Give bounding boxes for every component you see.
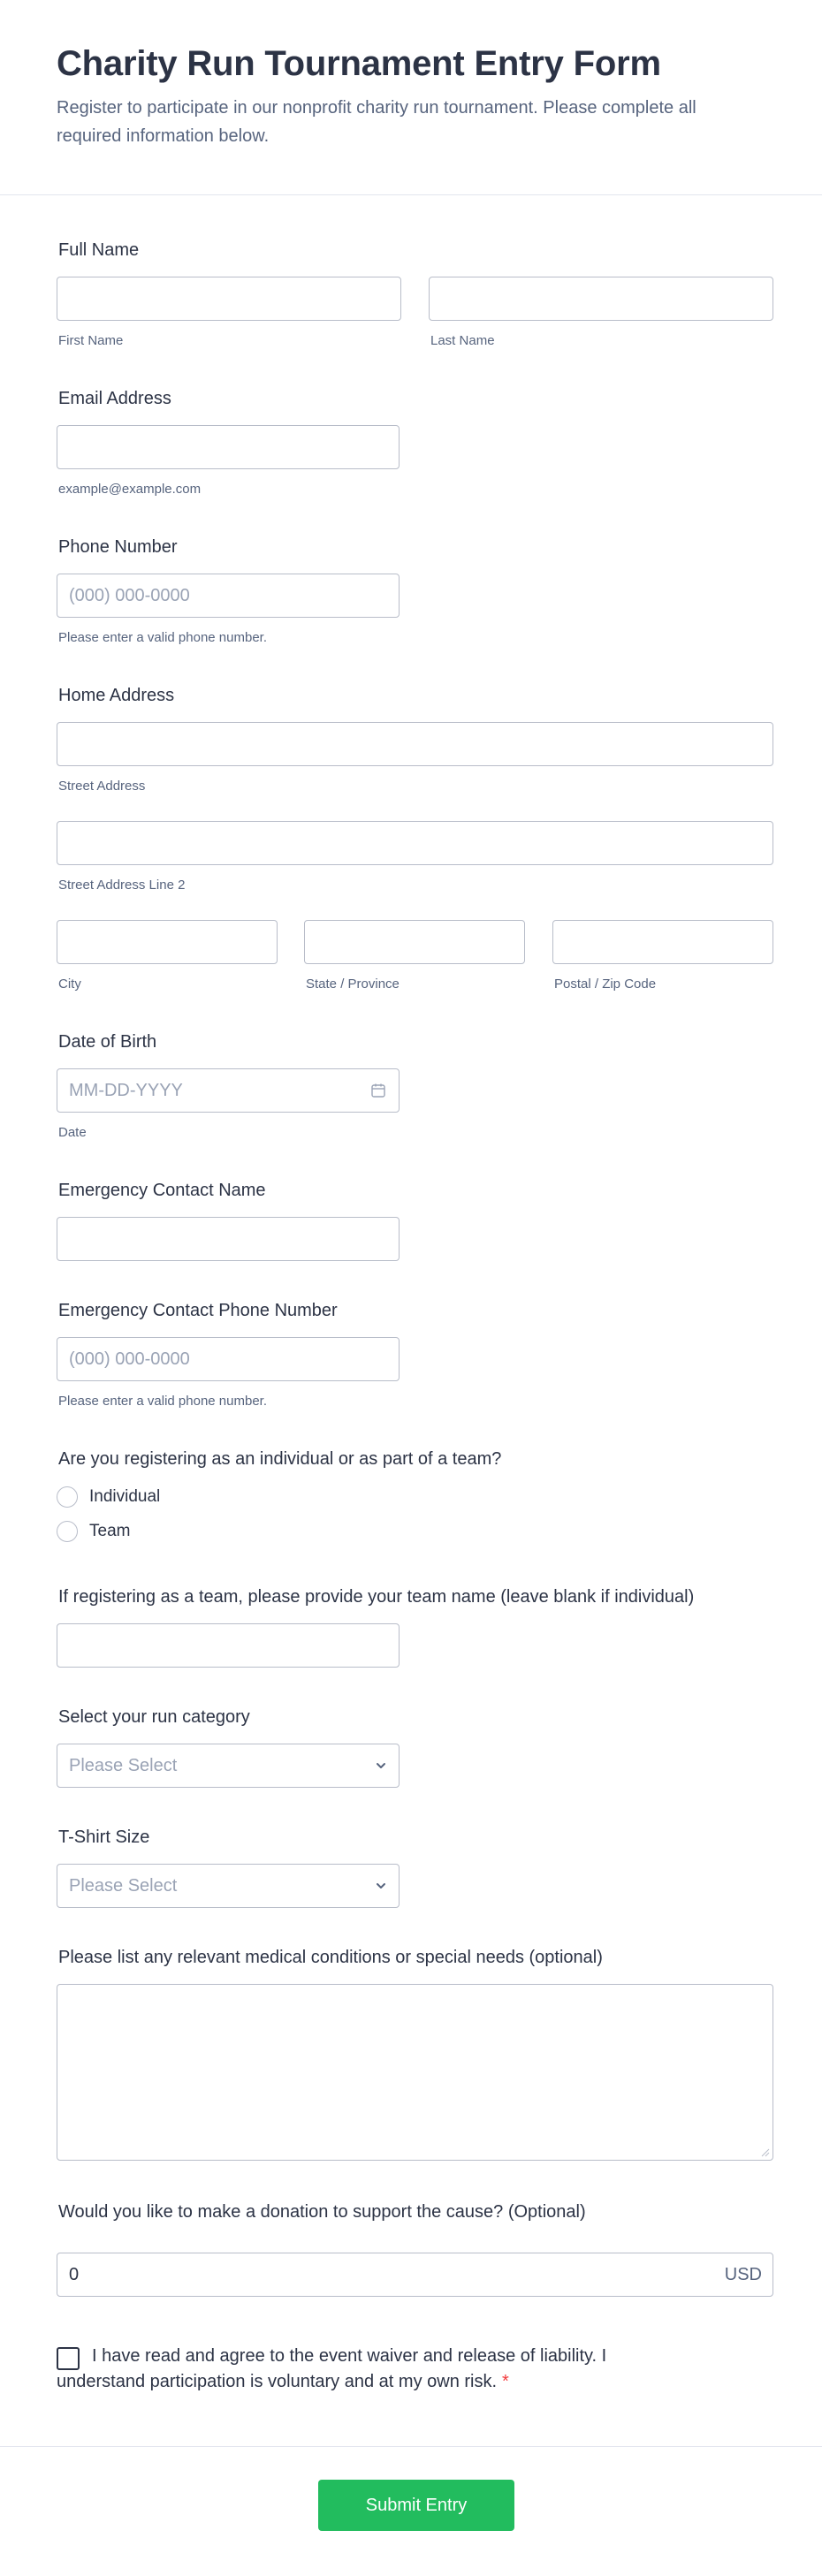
phone-placeholder: (000) 000-0000: [69, 586, 190, 605]
run-category-placeholder: Please Select: [69, 1756, 178, 1775]
emergency-phone-input[interactable]: [57, 1337, 400, 1381]
team-name-input[interactable]: [57, 1623, 400, 1668]
resize-handle-icon[interactable]: [761, 2148, 770, 2157]
medical-textarea[interactable]: [57, 1984, 773, 2161]
street-address-line2-input[interactable]: [57, 821, 773, 865]
zip-input[interactable]: [552, 920, 773, 964]
calendar-icon[interactable]: [370, 1083, 386, 1098]
emergency-phone-placeholder: (000) 000-0000: [69, 1349, 190, 1369]
email-label: Email Address: [58, 389, 171, 408]
city-sublabel: City: [58, 976, 81, 992]
email-input[interactable]: [57, 425, 400, 469]
required-asterisk: *: [502, 2372, 509, 2391]
radio-team[interactable]: [57, 1521, 78, 1542]
city-input[interactable]: [57, 920, 278, 964]
last-name-input[interactable]: [429, 277, 773, 321]
radio-individual-label[interactable]: Individual: [89, 1487, 161, 1506]
donation-label: Would you like to make a donation to support the cause? (Optional): [58, 2202, 586, 2222]
emergency-name-label: Emergency Contact Name: [58, 1181, 266, 1200]
radio-individual[interactable]: [57, 1486, 78, 1508]
radio-team-label[interactable]: Team: [89, 1522, 131, 1540]
first-name-input[interactable]: [57, 277, 401, 321]
chevron-down-icon: [374, 1879, 388, 1893]
medical-label: Please list any relevant medical conditions or special needs (optional): [58, 1948, 603, 1967]
email-sublabel: example@example.com: [58, 482, 202, 497]
tshirt-select[interactable]: [57, 1864, 400, 1908]
dob-sublabel: Date: [58, 1125, 87, 1140]
state-sublabel: State / Province: [306, 976, 400, 992]
state-input[interactable]: [304, 920, 525, 964]
submit-button[interactable]: Submit Entry: [318, 2480, 514, 2531]
run-category-select[interactable]: [57, 1744, 400, 1788]
run-category-label: Select your run category: [58, 1707, 250, 1727]
dob-placeholder: MM-DD-YYYY: [69, 1081, 183, 1100]
chevron-down-icon: [374, 1759, 388, 1773]
form-subtitle: Register to participate in our nonprofit charity run tournament. Please complete all required information below.: [57, 98, 696, 146]
dob-input[interactable]: [57, 1068, 400, 1113]
tshirt-label: T-Shirt Size: [58, 1828, 150, 1847]
donation-input[interactable]: [57, 2253, 773, 2297]
street-address-line2-sublabel: Street Address Line 2: [58, 878, 186, 893]
full-name-label: Full Name: [58, 240, 140, 260]
emergency-name-input[interactable]: [57, 1217, 400, 1261]
zip-sublabel: Postal / Zip Code: [554, 976, 657, 992]
dob-label: Date of Birth: [58, 1032, 157, 1052]
last-name-sublabel: Last Name: [430, 333, 495, 348]
registration-type-label: Are you registering as an individual or as part of a team?: [58, 1449, 502, 1469]
street-address-input[interactable]: [57, 722, 773, 766]
form-header: [0, 0, 822, 195]
form-title: Charity Run Tournament Entry Form: [57, 44, 661, 83]
donation-value: 0: [69, 2265, 80, 2284]
emergency-phone-label: Emergency Contact Phone Number: [58, 1301, 338, 1320]
phone-input[interactable]: [57, 574, 400, 618]
emergency-phone-sublabel: Please enter a valid phone number.: [58, 1394, 267, 1409]
consent-text: [57, 2344, 666, 2395]
phone-sublabel: Please enter a valid phone number.: [58, 630, 267, 645]
first-name-sublabel: First Name: [58, 333, 124, 348]
street-address-sublabel: Street Address: [58, 779, 146, 794]
phone-label: Phone Number: [58, 537, 178, 557]
tshirt-placeholder: Please Select: [69, 1876, 178, 1896]
consent-label[interactable]: I have read and agree to the event waiver and release of liability. I understand participation is voluntary and at my own risk.: [57, 2346, 607, 2391]
team-name-label: If registering as a team, please provide your team name (leave blank if individual): [58, 1587, 695, 1607]
address-label: Home Address: [58, 686, 175, 705]
donation-currency: USD: [724, 2265, 762, 2284]
